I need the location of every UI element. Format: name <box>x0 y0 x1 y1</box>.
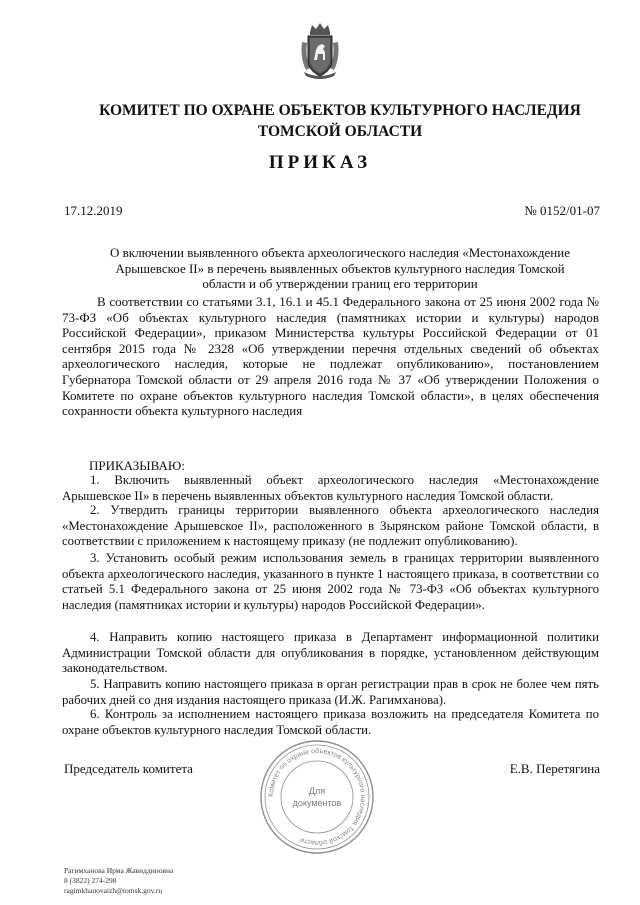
order-item-4: 4. Направить копию настоящего приказа в Департамент информационной политики Администрации Томской области для опубликования в порядке, установленном действующим законодательством. <box>62 630 599 676</box>
order-item-2: 2. Утвердить границы территории выявленного объекта археологического наследия «Местонахождение Арышевское II», расположенного в Зырянском районе Томской области, в соответствии с приложением к настоящему приказу (не подлежит опубликованию). <box>62 503 599 549</box>
order-item-5: 5. Направить копию настоящего приказа в орган регистрации прав в срок не более чем пять рабочих дней со дня издания настоящего приказа (И.Ж. Рагимханова). <box>62 677 599 707</box>
order-item-6: 6. Контроль за исполнением настоящего приказа возложить на председателя Комитета по охране объектов культурного наследия Томской области. <box>62 707 599 737</box>
svg-text:документов: документов <box>292 798 342 808</box>
order-item-1: 1. Включить выявленный объект археологического наследия «Местонахождение Арышевское II» в перечень выявленных объектов культурного наследия Томской области. <box>62 473 599 503</box>
signatory-position: Председатель комитета <box>64 761 193 776</box>
document-subject <box>70 245 610 292</box>
org-name-line-1: КОМИТЕТ ПО ОХРАНЕ ОБЪЕКТОВ КУЛЬТУРНОГО НАСЛЕДИЯ <box>99 102 581 119</box>
subject-line: области и об утверждении границ его территории <box>202 276 478 292</box>
executor-email: ragimkhanovaizh@tomsk.gov.ru <box>64 886 163 895</box>
document-date: 17.12.2019 <box>64 203 123 218</box>
document-number: № 0152/01-07 <box>524 203 600 218</box>
executor-phone: 8 (3822) 274-298 <box>64 876 117 885</box>
official-stamp <box>258 738 376 856</box>
executor-name: Рагимханова Ирма Жавиддиновна <box>64 866 174 875</box>
executor-info <box>64 866 173 896</box>
order-item-3: 3. Установить особый режим использования земель в границах территории выявленного объекта археологического наследия, указанного в пункте 1 настоящего приказа, в соответствии со статьей 5.1 Федерального закона от 25 июня 2002 года № 73-ФЗ «Об объектах культурного наследия (памятниках истории и культуры) народов Российской Федерации». <box>62 551 599 612</box>
tomsk-coat-of-arms-icon <box>298 22 342 80</box>
svg-text:Для: Для <box>308 786 326 796</box>
signatory-name: Е.В. Перетягина <box>509 761 600 776</box>
preamble-paragraph: В соответствии со статьями 3.1, 16.1 и 45.1 Федерального закона от 25 июня 2002 года № 73-ФЗ «Об объектах культурного наследия (памятниках истории и культуры) народов Российской Федерации», приказом Министерства культуры Российской Федерации от 01 сентября 2015 года № 2328 «Об утверждении перечня отдельных сведений об объектах археологического наследия, которые не подлежат опубликованию», постановлением Губернатора Томской области от 29 апреля 2016 года № 37 «Об утверждении Положения о Комитете по охране объектов культурного наследия Томской области», в целях обеспечения сохранности объекта культурного наследия <box>62 294 599 419</box>
order-heading: ПРИКАЗЫВАЮ: <box>89 458 185 473</box>
svg-text:Комитет по охране объектов кул: Комитет по охране объектов культурного наследия Томской области <box>267 747 367 847</box>
org-name-line-2: ТОМСКОЙ ОБЛАСТИ <box>257 123 423 140</box>
document-type-title: ПРИКАЗ <box>268 152 372 173</box>
subject-line: О включении выявленного объекта археологического наследия «Местонахождение <box>109 245 570 260</box>
subject-line: Арышевское II» в перечень выявленных объектов культурного наследия Томской <box>115 260 565 276</box>
